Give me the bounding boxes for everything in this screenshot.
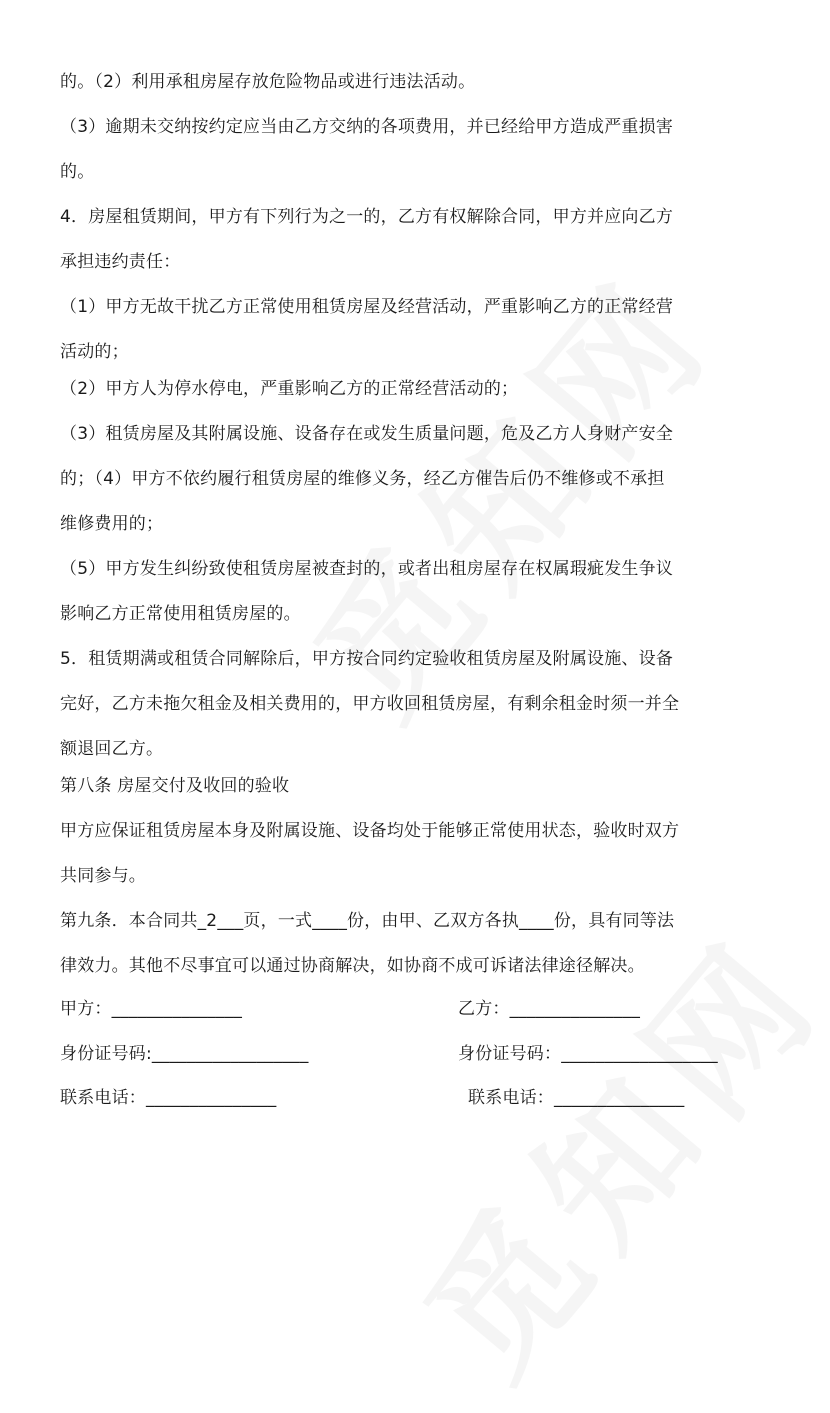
body-line: 4．房屋租赁期间，甲方有下列行为之一的，乙方有权解除合同，甲方并应向乙方 [60, 207, 674, 227]
body-line: （5）甲方发生纠纷致使租赁房屋被查封的，或者出租房屋存在权属瑕疵发生争议 [60, 559, 674, 579]
body-line: 5．租赁期满或租赁合同解除后，甲方按合同约定验收租赁房屋及附属设施、设备 [60, 649, 674, 669]
body-line: 的；（4）甲方不依约履行租赁房屋的维修义务，经乙方催告后仍不维修或不承担 [60, 469, 665, 489]
party-a-id-number: 身份证号码:__________________ [60, 1044, 309, 1064]
body-line: 维修费用的； [60, 514, 164, 534]
body-line: 完好，乙方未拖欠租金及相关费用的，甲方收回租赁房屋，有剩余租金时须一并全 [60, 694, 680, 714]
body-line: 律效力。其他不尽事宜可以通过协商解决，如协商不成可诉诸法律途径解决。 [60, 956, 645, 976]
body-line: 的。（2）利用承租房屋存放危险物品或进行违法活动。 [60, 72, 476, 92]
party-a-signature: 甲方：_______________ [60, 999, 243, 1019]
party-b-id-number: 身份证号码：__________________ [458, 1044, 718, 1064]
body-line: 的。 [60, 162, 95, 182]
body-line: 共同参与。 [60, 866, 146, 886]
section-heading: 第八条 房屋交付及收回的验收 [60, 776, 290, 796]
body-line: （1）甲方无故干扰乙方正常使用租赁房屋及经营活动，严重影响乙方的正常经营 [60, 297, 674, 317]
body-line: （2）甲方人为停水停电，严重影响乙方的正常经营活动的； [60, 379, 519, 399]
party-b-signature: 乙方：_______________ [458, 999, 641, 1019]
body-line: 承担违约责任： [60, 252, 181, 272]
body-line: 第九条．本合同共_2___页，一式____份，由甲、乙双方各执____份，具有同等法 [60, 911, 675, 931]
body-line: 活动的； [60, 342, 129, 362]
party-b-phone: 联系电话：_______________ [468, 1088, 685, 1108]
body-line: （3）逾期未交纳按约定应当由乙方交纳的各项费用，并已经给甲方造成严重损害 [60, 117, 674, 137]
body-line: 甲方应保证租赁房屋本身及附属设施、设备均处于能够正常使用状态，验收时双方 [60, 821, 680, 841]
body-line: 额退回乙方。 [60, 739, 164, 759]
body-line: 影响乙方正常使用租赁房屋的。 [60, 604, 301, 624]
party-a-phone: 联系电话：_______________ [60, 1088, 277, 1108]
body-line: （3）租赁房屋及其附属设施、设备存在或发生质量问题，危及乙方人身财产安全 [60, 424, 674, 444]
